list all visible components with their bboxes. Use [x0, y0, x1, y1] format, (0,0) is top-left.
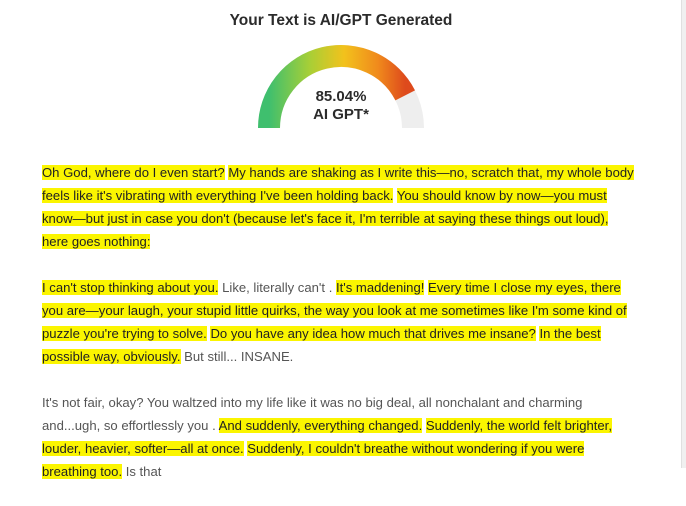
human-text-segment: But still... INSANE.	[180, 349, 294, 364]
text-paragraph	[42, 276, 638, 368]
ai-highlighted-sentence: Oh God, where do I even start?	[42, 165, 225, 180]
ai-highlighted-sentence: I can't stop thinking about you.	[42, 280, 219, 295]
result-title: Your Text is AI/GPT Generated	[229, 12, 453, 29]
ai-highlighted-sentence: Every time I close my eyes, there you are—your laugh, your stupid little quirks, the way you look at me sometimes like I'm some kind of puzzle you're trying to solve.	[42, 280, 627, 341]
human-text-segment: Is that	[122, 464, 162, 479]
scrollbar-track[interactable]	[681, 0, 686, 468]
ai-highlighted-sentence: You should know by now—you must know—but just in case you don't (because let's face it, I'm terrible at saying these things out loud), here goes nothing:	[42, 188, 609, 249]
gauge-label: AI GPT*	[313, 106, 369, 123]
ai-highlighted-sentence: My hands are shaking as I write this—no, scratch that, my whole body feels like it's vibrating with everything I've been holding back.	[42, 165, 634, 203]
text-paragraph	[42, 391, 638, 483]
human-text-segment: It's not fair, okay? You waltzed into my life like it was no big deal, all nonchalant and charming and...ugh, so effortlessly you .	[42, 395, 583, 433]
ai-highlighted-sentence: In the best possible way, obviously.	[42, 326, 601, 364]
ai-highlighted-sentence: Suddenly, I couldn't breathe without wondering if you were breathing too.	[42, 441, 585, 479]
gauge-score: 85.04%	[315, 88, 367, 105]
text-paragraph	[42, 161, 638, 253]
ai-highlighted-sentence: Do you have any idea how much that drives me insane?	[210, 326, 536, 341]
analyzed-text	[42, 161, 638, 506]
ai-highlighted-sentence: It's maddening!	[335, 280, 425, 295]
ai-score-gauge	[258, 44, 424, 132]
ai-highlighted-sentence: And suddenly, everything changed.	[218, 418, 423, 433]
ai-highlighted-sentence: Suddenly, the world felt brighter, louder, heavier, softer—all at once.	[42, 418, 612, 456]
human-text-segment: Like, literally can't .	[218, 280, 336, 295]
gauge-readout	[258, 88, 424, 124]
